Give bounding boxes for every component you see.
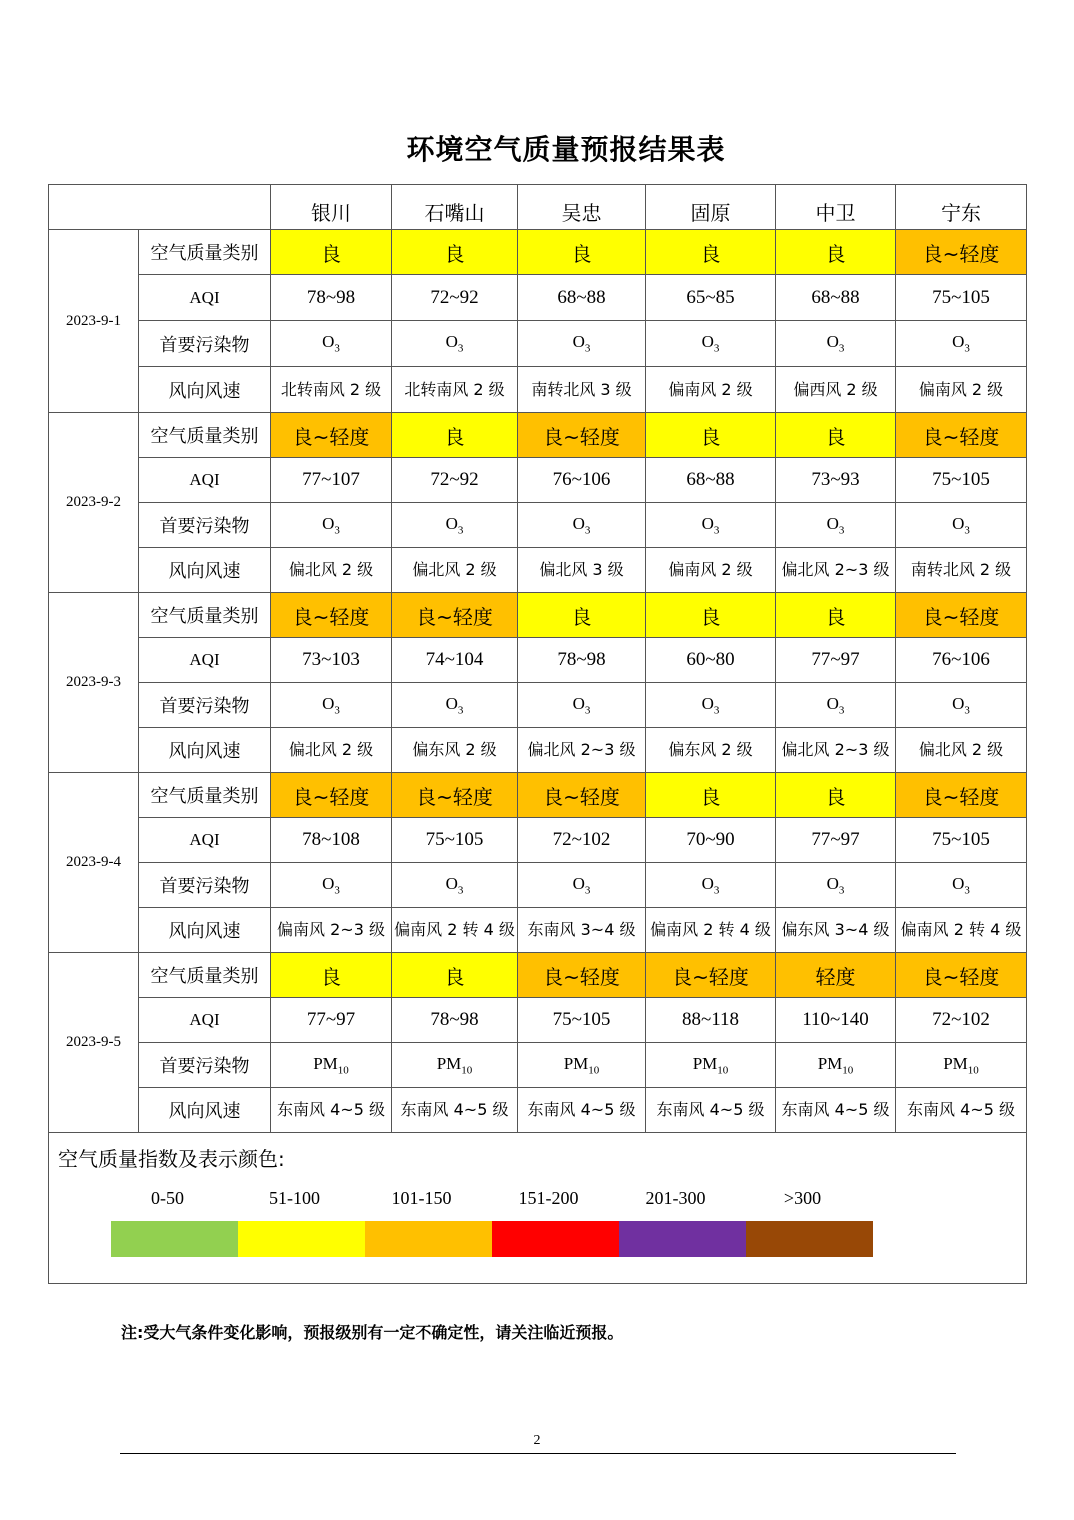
wind-cell: 偏北风 2 级 — [271, 728, 392, 773]
wind-cell: 南转北风 3 级 — [518, 367, 646, 413]
wind-cell: 东南风 4~5 级 — [776, 1088, 896, 1133]
aqi-cell: 77~97 — [776, 638, 896, 683]
wind-cell: 偏东风 2 级 — [392, 728, 518, 773]
wind-cell: 东南风 4~5 级 — [896, 1088, 1027, 1133]
aqi-cell: 72~92 — [392, 458, 518, 503]
forecast-row-wind — [49, 1088, 1027, 1133]
category-cell: 良~轻度 — [392, 593, 518, 638]
legend-cell — [49, 1133, 1027, 1284]
category-cell: 良 — [776, 593, 896, 638]
legend-swatch — [365, 1221, 492, 1257]
aqi-cell: 78~98 — [392, 998, 518, 1043]
category-cell: 良 — [776, 773, 896, 818]
forecast-row-aqi — [49, 458, 1027, 503]
category-cell: 良 — [271, 230, 392, 275]
aqi-cell: 73~103 — [271, 638, 392, 683]
category-cell: 轻度 — [776, 953, 896, 998]
pollutant-cell: $O_3$ — [896, 503, 1027, 548]
forecast-row-aqi — [49, 275, 1027, 321]
forecast-row-wind — [49, 908, 1027, 953]
forecast-row-aqi — [49, 818, 1027, 863]
pollutant-cell: $O_3$ — [392, 503, 518, 548]
pollutant-cell: $O_3$ — [646, 863, 776, 908]
category-cell: 良 — [646, 230, 776, 275]
category-cell: 良 — [392, 230, 518, 275]
row-label-category: 空气质量类别 — [139, 413, 271, 458]
forecast-row-category — [49, 413, 1027, 458]
pollutant-cell: $O_3$ — [392, 683, 518, 728]
forecast-row-category — [49, 953, 1027, 998]
row-label-category: 空气质量类别 — [139, 773, 271, 818]
wind-cell: 偏南风 2 级 — [896, 367, 1027, 413]
category-cell: 良 — [776, 230, 896, 275]
forecast-row-aqi — [49, 638, 1027, 683]
wind-cell: 偏北风 2 级 — [392, 548, 518, 593]
aqi-cell: 78~98 — [518, 638, 646, 683]
date-cell: 2023-9-3 — [49, 593, 139, 773]
city-header: 固原 — [646, 185, 776, 230]
wind-cell: 偏南风 2 转 4 级 — [896, 908, 1027, 953]
pollutant-cell: $O_3$ — [776, 863, 896, 908]
legend-swatch — [746, 1221, 873, 1257]
forecast-row-category — [49, 773, 1027, 818]
row-label-wind: 风向风速 — [139, 908, 271, 953]
forecast-row-pollutant — [49, 321, 1027, 367]
aqi-cell: 75~105 — [896, 818, 1027, 863]
forecast-note: 注:受大气条件变化影响，预报级别有一定不确定性，请关注临近预报。 — [121, 1323, 624, 1342]
forecast-row-wind — [49, 367, 1027, 413]
aqi-cell: 76~106 — [896, 638, 1027, 683]
city-header: 吴忠 — [518, 185, 646, 230]
aqi-cell: 72~102 — [518, 818, 646, 863]
forecast-row-pollutant — [49, 503, 1027, 548]
pollutant-cell: $O_3$ — [518, 503, 646, 548]
category-cell: 良 — [646, 413, 776, 458]
row-label-pollutant: 首要污染物 — [139, 503, 271, 548]
row-label-pollutant: 首要污染物 — [139, 683, 271, 728]
pollutant-cell: $O_3$ — [896, 683, 1027, 728]
aqi-cell: 78~98 — [271, 275, 392, 321]
pollutant-cell: $PM_{10}$ — [271, 1043, 392, 1088]
aqi-cell: 68~88 — [646, 458, 776, 503]
wind-cell: 偏东风 3~4 级 — [776, 908, 896, 953]
row-label-aqi: AQI — [139, 638, 271, 683]
forecast-row-wind — [49, 728, 1027, 773]
row-label-pollutant: 首要污染物 — [139, 863, 271, 908]
city-header: 中卫 — [776, 185, 896, 230]
category-cell: 良~轻度 — [271, 413, 392, 458]
row-label-category: 空气质量类别 — [139, 593, 271, 638]
aqi-cell: 78~108 — [271, 818, 392, 863]
city-header: 石嘴山 — [392, 185, 518, 230]
pollutant-cell: $O_3$ — [271, 503, 392, 548]
legend-swatch — [492, 1221, 619, 1257]
aqi-cell: 72~102 — [896, 998, 1027, 1043]
row-label-pollutant: 首要污染物 — [139, 321, 271, 367]
pollutant-cell: $PM_{10}$ — [518, 1043, 646, 1088]
pollutant-cell: $O_3$ — [392, 863, 518, 908]
forecast-row-category — [49, 593, 1027, 638]
aqi-cell: 68~88 — [518, 275, 646, 321]
pollutant-cell: $O_3$ — [271, 683, 392, 728]
legend-color-bar — [111, 1221, 873, 1257]
category-cell: 良~轻度 — [518, 773, 646, 818]
date-cell: 2023-9-5 — [49, 953, 139, 1133]
pollutant-cell: $PM_{10}$ — [896, 1043, 1027, 1088]
category-cell: 良~轻度 — [646, 953, 776, 998]
header-row — [49, 185, 1027, 230]
header-corner — [49, 185, 271, 230]
legend-swatch — [238, 1221, 365, 1257]
wind-cell: 北转南风 2 级 — [271, 367, 392, 413]
category-cell: 良~轻度 — [271, 773, 392, 818]
date-cell: 2023-9-2 — [49, 413, 139, 593]
aqi-cell: 70~90 — [646, 818, 776, 863]
aqi-cell: 73~93 — [776, 458, 896, 503]
category-cell: 良~轻度 — [392, 773, 518, 818]
aqi-cell: 77~97 — [776, 818, 896, 863]
legend-swatch — [619, 1221, 746, 1257]
pollutant-cell: $O_3$ — [776, 503, 896, 548]
aqi-cell: 77~97 — [271, 998, 392, 1043]
category-cell: 良 — [271, 953, 392, 998]
row-label-wind: 风向风速 — [139, 367, 271, 413]
aqi-cell: 77~107 — [271, 458, 392, 503]
category-cell: 良~轻度 — [271, 593, 392, 638]
pollutant-cell: $O_3$ — [776, 683, 896, 728]
wind-cell: 北转南风 2 级 — [392, 367, 518, 413]
wind-cell: 偏北风 2 级 — [271, 548, 392, 593]
aqi-cell: 60~80 — [646, 638, 776, 683]
forecast-row-pollutant — [49, 1043, 1027, 1088]
page-number: 2 — [533, 1433, 541, 1448]
category-cell: 良 — [776, 413, 896, 458]
aqi-cell: 65~85 — [646, 275, 776, 321]
wind-cell: 偏北风 2~3 级 — [518, 728, 646, 773]
row-label-aqi: AQI — [139, 275, 271, 321]
wind-cell: 偏东风 2 级 — [646, 728, 776, 773]
row-label-aqi: AQI — [139, 458, 271, 503]
aqi-cell: 74~104 — [392, 638, 518, 683]
category-cell: 良~轻度 — [518, 953, 646, 998]
wind-cell: 偏南风 2 级 — [646, 367, 776, 413]
pollutant-cell: $O_3$ — [392, 321, 518, 367]
pollutant-cell: $O_3$ — [518, 863, 646, 908]
pollutant-cell: $O_3$ — [646, 321, 776, 367]
category-cell: 良~轻度 — [896, 593, 1027, 638]
legend-swatch — [111, 1221, 238, 1257]
forecast-table — [48, 184, 1027, 1284]
legend-range-label: 0-50 — [151, 1188, 184, 1208]
city-header: 宁东 — [896, 185, 1027, 230]
row-label-pollutant: 首要污染物 — [139, 1043, 271, 1088]
aqi-cell: 75~105 — [518, 998, 646, 1043]
legend-range-label: 201-300 — [645, 1188, 706, 1208]
aqi-cell: 75~105 — [896, 458, 1027, 503]
wind-cell: 偏南风 2 转 4 级 — [392, 908, 518, 953]
wind-cell: 偏北风 2 级 — [896, 728, 1027, 773]
category-cell: 良~轻度 — [896, 413, 1027, 458]
aqi-cell: 76~106 — [518, 458, 646, 503]
wind-cell: 东南风 4~5 级 — [518, 1088, 646, 1133]
category-cell: 良 — [646, 773, 776, 818]
wind-cell: 偏南风 2~3 级 — [271, 908, 392, 953]
row-label-wind: 风向风速 — [139, 728, 271, 773]
category-cell: 良~轻度 — [896, 230, 1027, 275]
footer-divider — [120, 1453, 956, 1454]
aqi-cell: 68~88 — [776, 275, 896, 321]
wind-cell: 东南风 4~5 级 — [392, 1088, 518, 1133]
wind-cell: 偏南风 2 级 — [646, 548, 776, 593]
category-cell: 良~轻度 — [518, 413, 646, 458]
legend-range-label: >300 — [783, 1188, 822, 1208]
pollutant-cell: $O_3$ — [646, 683, 776, 728]
forecast-row-aqi — [49, 998, 1027, 1043]
date-cell: 2023-9-1 — [49, 230, 139, 413]
row-label-aqi: AQI — [139, 998, 271, 1043]
pollutant-cell: $O_3$ — [271, 863, 392, 908]
pollutant-cell: $O_3$ — [896, 863, 1027, 908]
city-header: 银川 — [271, 185, 392, 230]
category-cell: 良 — [392, 413, 518, 458]
wind-cell: 南转北风 2 级 — [896, 548, 1027, 593]
pollutant-cell: $O_3$ — [776, 321, 896, 367]
category-cell: 良~轻度 — [896, 953, 1027, 998]
pollutant-cell: $O_3$ — [518, 683, 646, 728]
pollutant-cell: $O_3$ — [646, 503, 776, 548]
row-label-category: 空气质量类别 — [139, 230, 271, 275]
forecast-row-pollutant — [49, 683, 1027, 728]
pollutant-cell: $O_3$ — [271, 321, 392, 367]
wind-cell: 偏西风 2 级 — [776, 367, 896, 413]
category-cell: 良 — [518, 230, 646, 275]
wind-cell: 东南风 4~5 级 — [646, 1088, 776, 1133]
pollutant-cell: $O_3$ — [518, 321, 646, 367]
wind-cell: 偏北风 2~3 级 — [776, 728, 896, 773]
row-label-aqi: AQI — [139, 818, 271, 863]
legend-range-label: 51-100 — [269, 1188, 320, 1208]
wind-cell: 东南风 4~5 级 — [271, 1088, 392, 1133]
aqi-cell: 75~105 — [896, 275, 1027, 321]
legend-range-label: 151-200 — [518, 1188, 579, 1208]
wind-cell: 偏北风 2~3 级 — [776, 548, 896, 593]
aqi-cell: 72~92 — [392, 275, 518, 321]
wind-cell: 偏北风 3 级 — [518, 548, 646, 593]
forecast-row-pollutant — [49, 863, 1027, 908]
category-cell: 良 — [392, 953, 518, 998]
aqi-cell: 110~140 — [776, 998, 896, 1043]
category-cell: 良~轻度 — [896, 773, 1027, 818]
legend-title: 空气质量指数及表示颜色: — [58, 1147, 285, 1171]
legend-row — [49, 1133, 1027, 1284]
aqi-cell: 75~105 — [392, 818, 518, 863]
row-label-wind: 风向风速 — [139, 548, 271, 593]
pollutant-cell: $O_3$ — [896, 321, 1027, 367]
forecast-row-wind — [49, 548, 1027, 593]
legend-labels — [111, 1188, 873, 1212]
wind-cell: 偏南风 2 转 4 级 — [646, 908, 776, 953]
row-label-category: 空气质量类别 — [139, 953, 271, 998]
date-cell: 2023-9-4 — [49, 773, 139, 953]
legend-range-label: 101-150 — [391, 1188, 452, 1208]
pollutant-cell: $PM_{10}$ — [392, 1043, 518, 1088]
category-cell: 良 — [646, 593, 776, 638]
pollutant-cell: $PM_{10}$ — [646, 1043, 776, 1088]
aqi-cell: 88~118 — [646, 998, 776, 1043]
category-cell: 良 — [518, 593, 646, 638]
row-label-wind: 风向风速 — [139, 1088, 271, 1133]
page-title: 环境空气质量预报结果表 — [406, 133, 726, 166]
wind-cell: 东南风 3~4 级 — [518, 908, 646, 953]
pollutant-cell: $PM_{10}$ — [776, 1043, 896, 1088]
forecast-row-category — [49, 230, 1027, 275]
